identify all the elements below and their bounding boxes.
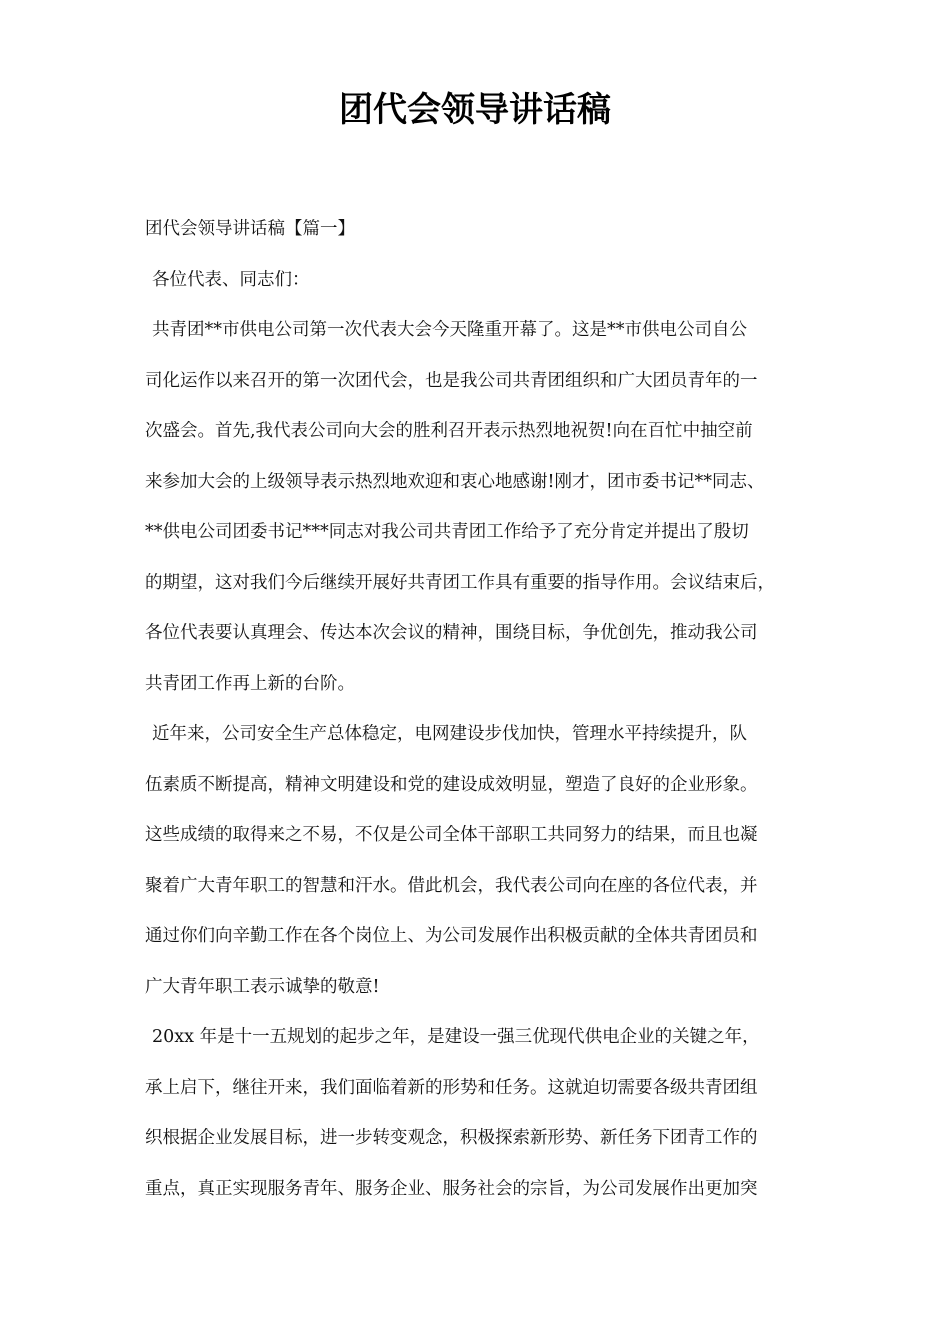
body-line: 20xx 年是十一五规划的起步之年，是建设一强三优现代供电企业的关键之年， xyxy=(152,1027,760,1047)
body-line: 近年来，公司安全生产总体稳定，电网建设步伐加快，管理水平持续提升，队 xyxy=(152,724,747,744)
body-line: 各位代表、同志们： xyxy=(152,269,310,290)
body-line: 共青团**市供电公司第一次代表大会今天隆重开幕了。这是**市供电公司自公 xyxy=(152,320,747,340)
body-line: 次盛会。首先,我代表公司向大会的胜利召开表示热烈地祝贺!向在百忙中抽空前 xyxy=(145,421,753,441)
body-line: 这些成绩的取得来之不易，不仅是公司全体干部职工共同努力的结果，而且也凝 xyxy=(145,825,758,845)
body-line: 织根据企业发展目标，进一步转变观念，积极探索新形势、新任务下团青工作的 xyxy=(145,1128,758,1148)
document-title: 团代会领导讲话稿 xyxy=(339,90,611,130)
document-body xyxy=(145,204,815,1214)
body-line: 广大青年职工表示诚挚的敬意! xyxy=(145,976,380,997)
body-line: 聚着广大青年职工的智慧和汗水。借此机会，我代表公司向在座的各位代表，并 xyxy=(145,875,758,896)
section-heading: 团代会领导讲话稿【篇一】 xyxy=(145,219,355,239)
body-line: 伍素质不断提高，精神文明建设和党的建设成效明显，塑造了良好的企业形象。 xyxy=(145,774,758,795)
body-line: 司化运作以来召开的第一次团代会，也是我公司共青团组织和广大团员青年的一 xyxy=(145,370,758,391)
body-line: 来参加大会的上级领导表示热烈地欢迎和衷心地感谢!刚才，团市委书记**同志、 xyxy=(145,471,765,492)
body-line: 承上启下，继往开来，我们面临着新的形势和任务。这就迫切需要各级共青团组 xyxy=(145,1077,758,1098)
body-line: 通过你们向辛勤工作在各个岗位上、为公司发展作出积极贡献的全体共青团员和 xyxy=(145,926,758,946)
body-line: 重点，真正实现服务青年、服务企业、服务社会的宗旨，为公司发展作出更加突 xyxy=(145,1178,758,1199)
body-line: **供电公司团委书记***同志对我公司共青团工作给予了充分肯定并提出了殷切 xyxy=(145,522,749,542)
body-line: 各位代表要认真理会、传达本次会议的精神，围绕目标，争优创先，推动我公司 xyxy=(145,623,758,643)
body-line: 共青团工作再上新的台阶。 xyxy=(145,673,355,694)
body-line: 的期望，这对我们今后继续开展好共青团工作具有重要的指导作用。会议结束后， xyxy=(145,572,775,593)
